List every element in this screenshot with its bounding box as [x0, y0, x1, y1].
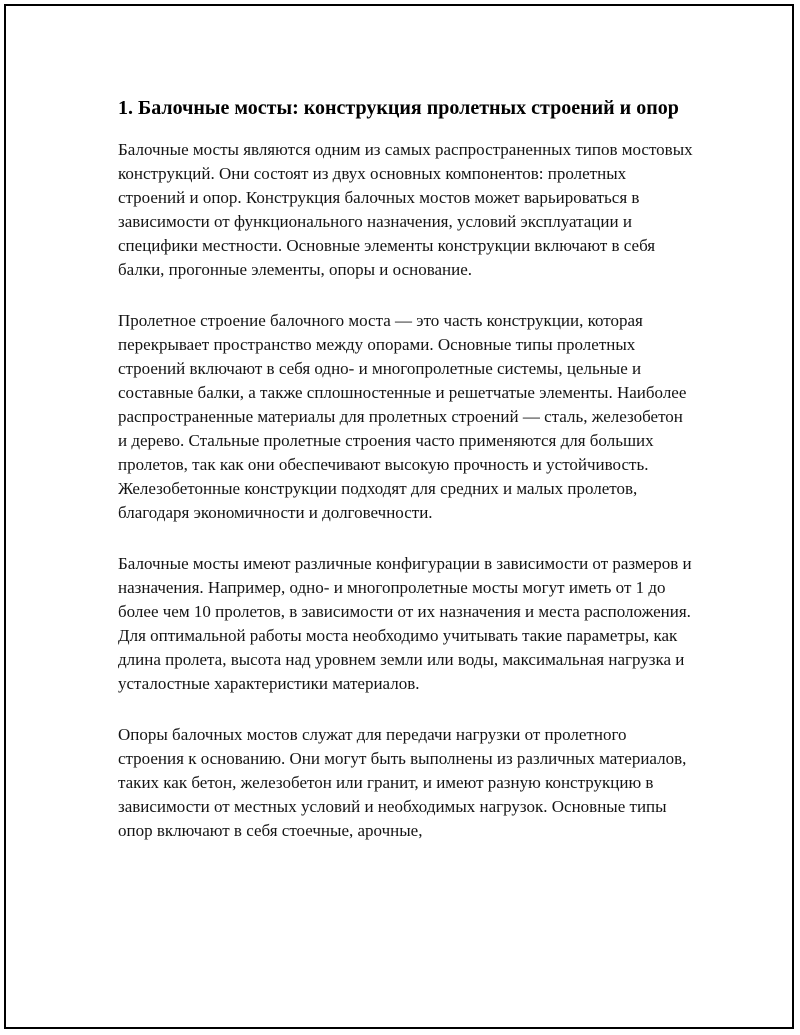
paragraph-span-structures: Пролетное строение балочного моста — это часть конструкции, которая перекрывает пространство между опорами. Основные типы пролетных строений включают в себя одно- и многопролетные системы, цельные и составные балки, а также сплошностенные и решетчатые элементы. Наиболее распространенные материалы для пролетных строений — сталь, железобетон и дерево. Стальные пролетные строения часто применяются для больших пролетов, так как они обеспечивают высокую прочность и устойчивость. Железобетонные конструкции подходят для средних и малых пролетов, благодаря экономичности и долговечности. — [118, 311, 687, 522]
paragraph-configurations: Балочные мосты имеют различные конфигурации в зависимости от размеров и назначения. Например, одно- и многопролетные мосты могут иметь от 1 до более чем 10 пролетов, в зависимости от их назначения и места расположения. Для оптимальной работы моста необходимо учитывать такие параметры, как длина пролета, высота над уровнем земли или воды, максимальная нагрузка и усталостные характеристики материалов. — [118, 554, 692, 693]
paragraph-intro: Балочные мосты являются одним из самых распространенных типов мостовых конструкций. Они состоят из двух основных компонентов: пролетных строений и опор. Конструкция балочных мостов может варьироваться в зависимости от функционального назначения, условий эксплуатации и специфики местности. Основные элементы конструкции включают в себя балки, прогонные элементы, опоры и основание. — [118, 140, 693, 279]
paragraph-supports: Опоры балочных мостов служат для передачи нагрузки от пролетного строения к основанию. Они могут быть выполнены из различных материалов, таких как бетон, железобетон или гранит, и имеют разную конструкцию в зависимости от местных условий и необходимых нагрузок. Основные типы опор включают в себя стоечные, арочные, — [118, 725, 687, 840]
section-heading: 1. Балочные мосты: конструкция пролетных строений и опор — [118, 97, 679, 119]
document-body — [118, 94, 693, 870]
